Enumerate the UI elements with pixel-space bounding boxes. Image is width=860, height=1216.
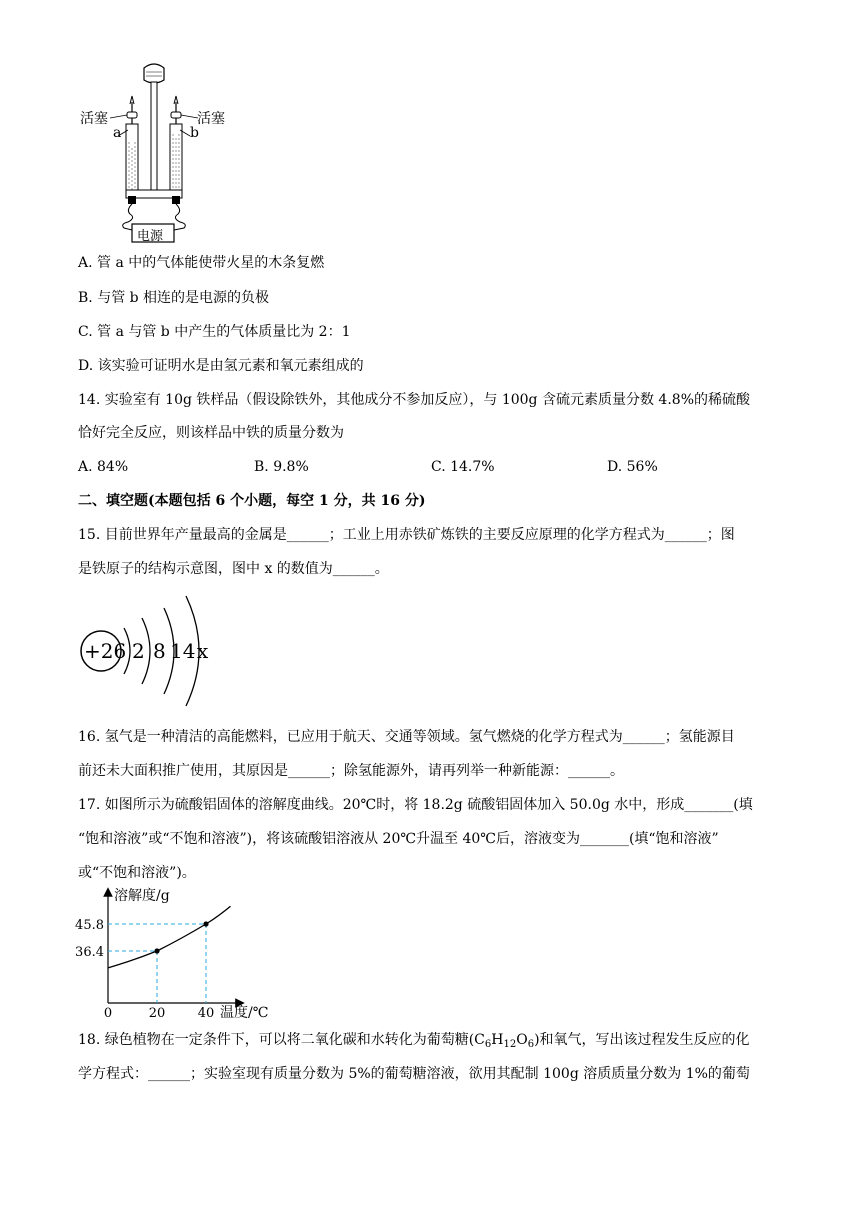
q15-stem-line2: 是铁原子的结构示意图，图中 x 的数值为______。	[78, 561, 389, 577]
tube-a-label: a	[113, 125, 122, 141]
q16-stem-line2: 前还未大面积推广使用，其原因是______；除氢能源外，请再列举一种新能源：______。	[78, 763, 624, 779]
oxygen-symbol: O	[516, 1032, 528, 1048]
shell-1-electrons: 2	[132, 639, 145, 663]
valve-left-label: 活塞	[80, 111, 108, 127]
q16-stem-line1: 16. 氢气是一种清洁的高能燃料，已应用于航天、交通等领域。氢气燃烧的化学方程式为______；氢能源目	[78, 729, 735, 745]
oxygen-subscript: 6	[527, 1039, 535, 1050]
solubility-curve	[108, 906, 231, 968]
q18-text-a: 18. 绿色植物在一定条件下，可以将二氧化碳和水转化为葡萄糖(C	[78, 1032, 485, 1048]
q18-text-b: )和氧气，写出该过程发生反应的化	[534, 1032, 750, 1048]
q14-stem-line1: 14. 实验室有 10g 铁样品（假设除铁外，其他成分不参加反应），与 100g 含硫元素质量分数 4.8%的稀硫酸	[78, 392, 750, 408]
q17-stem-line1: 17. 如图所示为硫酸铝固体的溶解度曲线。20℃时，将 18.2g 硫酸铝固体加入 50.0g 水中，形成_______(填	[78, 797, 753, 813]
data-point	[203, 921, 208, 926]
valve-right-label: 活塞	[197, 111, 225, 127]
power-label: 电源	[137, 229, 164, 244]
q17-stem-line2: “饱和溶液”或“不饱和溶液”)，将该硫酸铝溶液从 20℃升温至 40℃后，溶液变为_______(填“饱和溶液”	[78, 831, 719, 847]
hydrogen-subscript: 12	[503, 1039, 517, 1050]
q13-option-c: C. 管 a 与管 b 中产生的气体质量比为 2：1	[78, 324, 351, 340]
shell-4-electrons: x	[197, 639, 209, 663]
x-axis-title: 温度/℃	[220, 1005, 269, 1021]
solubility-curve-chart	[70, 884, 280, 1024]
q13-option-b: B. 与管 b 相连的是电源的负极	[78, 290, 270, 306]
q14-stem-line2: 恰好完全反应，则该样品中铁的质量分数为	[78, 425, 344, 441]
q14-option-a: A. 84%	[78, 459, 129, 475]
tube-b-label: b	[190, 125, 199, 141]
q14-option-d: D. 56%	[607, 459, 658, 475]
y-axis-title: 溶解度/g	[114, 888, 170, 904]
q14-option-b: B. 9.8%	[254, 459, 309, 475]
y-tick-label: 36.4	[75, 945, 104, 960]
nucleus-charge: +26	[84, 639, 127, 663]
data-point	[154, 948, 159, 953]
shell-2-electrons: 8	[153, 639, 166, 663]
hydrogen-symbol: H	[491, 1032, 504, 1048]
y-tick-label: 45.8	[75, 918, 104, 933]
x-tick-label: 0	[103, 1006, 113, 1021]
q13-option-a: A. 管 a 中的气体能使带火星的木条复燃	[78, 255, 325, 271]
electrolysis-apparatus-diagram	[70, 58, 240, 248]
q17-stem-line3: 或“不饱和溶液”)。	[78, 865, 196, 881]
q14-option-c: C. 14.7%	[431, 459, 495, 475]
q18-stem-line2: 学方程式：______；实验室现有质量分数为 5%的葡萄糖溶液，欲用其配制 100g 溶质质量分数为 1%的葡萄	[78, 1066, 750, 1082]
x-tick-label: 40	[197, 1006, 215, 1021]
carbon-subscript: 6	[484, 1039, 492, 1050]
q18-stem-line1	[78, 1030, 750, 1055]
x-tick-label: 20	[148, 1006, 166, 1021]
section-title: 二、填空题(本题包括 6 个小题，每空 1 分，共 16 分)	[78, 493, 426, 509]
q13-option-d: D. 该实验可证明水是由氢元素和氧元素组成的	[78, 358, 364, 374]
shell-3-electrons: 14	[170, 639, 196, 663]
q15-stem-line1: 15. 目前世界年产量最高的金属是______；工业上用赤铁矿炼铁的主要反应原理的化学方程式为______；图	[78, 527, 735, 543]
